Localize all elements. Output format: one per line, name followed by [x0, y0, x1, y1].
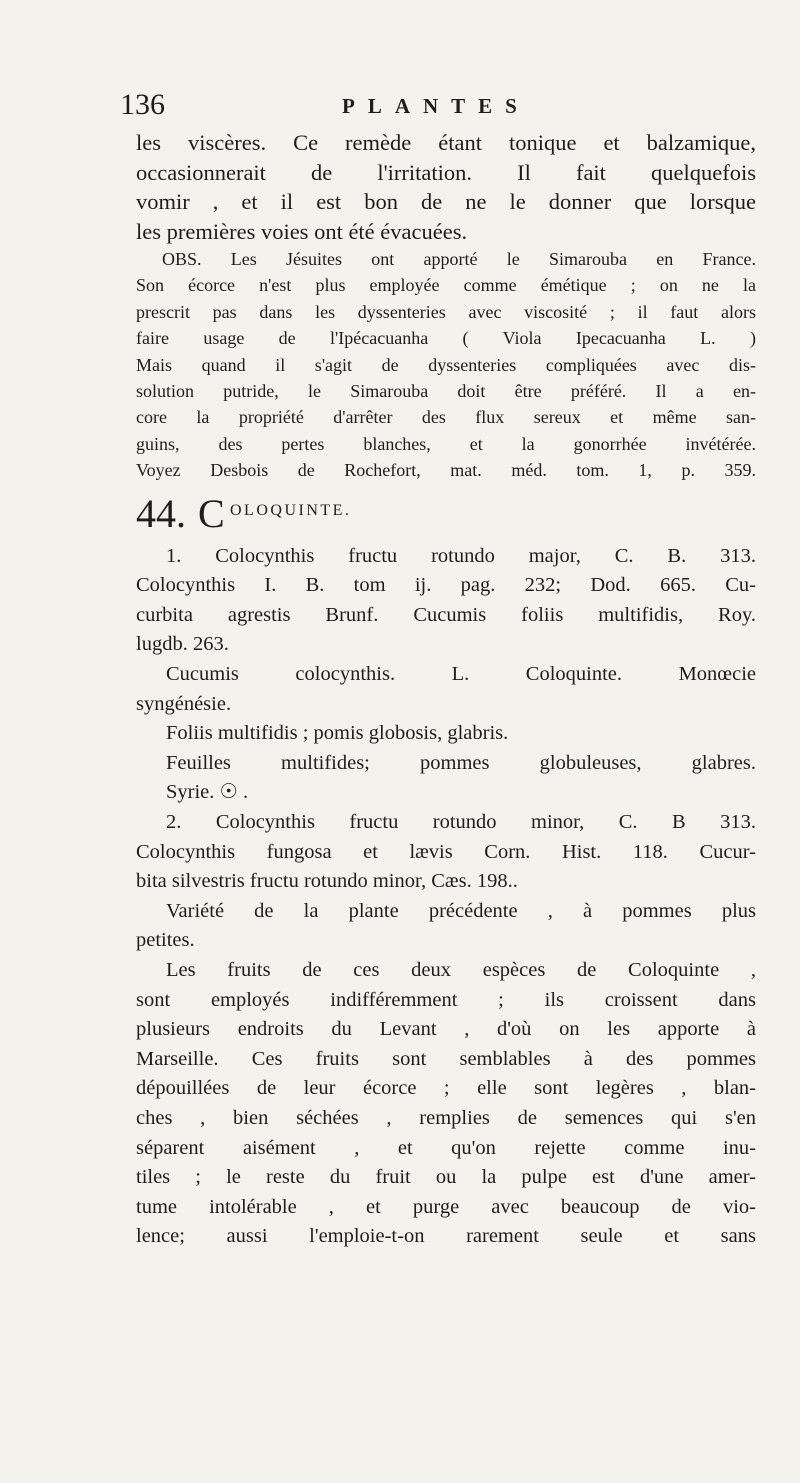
note-line: Son écorce n'est plus employée comme émétique ; on ne la [136, 275, 756, 296]
text-line: Feuilles multifides; pommes globuleuses, glabres. [166, 751, 756, 774]
text-line: petites. [136, 929, 195, 952]
text-line: Foliis multifidis ; pomis globosis, glabris. [166, 722, 509, 745]
text-line: lugdb. 263. [136, 633, 229, 656]
text-line: Variété de la plante précédente , à pommes plus [166, 899, 756, 922]
text-line: dépouillées de leur écorce ; elle sont legères , blan- [136, 1077, 756, 1100]
text-line: sont employés indifféremment ; ils croissent dans [136, 988, 756, 1011]
page-body [136, 128, 756, 1252]
note-line: solution putride, le Simarouba doit être préféré. Il a en- [136, 381, 756, 402]
text-line: vomir , et il est bon de ne le donner que lorsque [136, 189, 756, 214]
text-line: syngénésie. [136, 692, 232, 715]
text-line: plusieurs endroits du Levant , d'où on les apporte à [136, 1018, 756, 1041]
note-line: Voyez Desbois de Rochefort, mat. méd. tom. 1, p. 359. [136, 460, 756, 481]
section-number: 44. [136, 490, 186, 536]
running-header [120, 88, 760, 128]
text-line: Syrie. ☉ . [166, 781, 249, 804]
heading-title: OLOQUINTE. [230, 501, 352, 519]
text-line: occasionnerait de l'irritation. Il fait quelquefois [136, 159, 756, 185]
text-line: les premières voies ont été évacuées. [136, 218, 468, 244]
text-line: Colocynthis I. B. tom ij. pag. 232; Dod. 665. Cu- [136, 574, 756, 597]
text-line: Marseille. Ces fruits sont semblables à des pommes [136, 1047, 756, 1070]
text-line: tume intolérable , et purge avec beaucoup de vio- [136, 1195, 756, 1218]
note-line: prescrit pas dans les dyssenteries avec viscosité ; il faut alors [136, 301, 756, 322]
page-number: 136 [120, 88, 165, 121]
text-line: 2. Colocynthis fructu rotundo minor, C. B 313. [166, 811, 756, 833]
note-line: OBS. Les Jésuites ont apporté le Simarouba en France. [162, 249, 756, 269]
note-line: Mais quand il s'agit de dyssenteries compliquées avec dis- [136, 354, 756, 375]
text-line: Les fruits de ces deux espèces de Coloquinte , [166, 958, 756, 981]
text-line: Cucumis colocynthis. L. Coloquinte. Monœcie [166, 663, 756, 686]
text-line: séparent aisément , et qu'on rejette comme inu- [136, 1136, 756, 1159]
text-line: curbita agrestis Brunf. Cucumis foliis multifidis, Roy. [136, 603, 756, 626]
text-line: tiles ; le reste du fruit ou la pulpe est d'une amer- [136, 1166, 756, 1189]
section-heading [136, 486, 756, 542]
text-line: ches , bien séchées , remplies de semences qui s'en [136, 1106, 756, 1129]
text-line: les viscères. Ce remède étant tonique et balzamique, [136, 130, 756, 155]
text-line: Colocynthis fungosa et lævis Corn. Hist. 118. Cucur- [136, 840, 756, 863]
note-line: guins, des pertes blanches, et la gonorrhée invétérée. [136, 433, 756, 454]
running-title: PLANTES [342, 94, 530, 118]
note-line: faire usage de l'Ipécacuanha ( Viola Ipecacuanha L. ) [136, 328, 756, 349]
heading-initial: C [198, 490, 225, 536]
text-line: lence; aussi l'emploie-t-on rarement seule et sans [136, 1225, 756, 1248]
text-line: bita silvestris fructu rotundo minor, Cæs. 198.. [136, 870, 518, 893]
note-line: core la propriété d'arrêter des flux sereux et même san- [136, 407, 756, 428]
text-line: 1. Colocynthis fructu rotundo major, C. B. 313. [166, 544, 756, 567]
